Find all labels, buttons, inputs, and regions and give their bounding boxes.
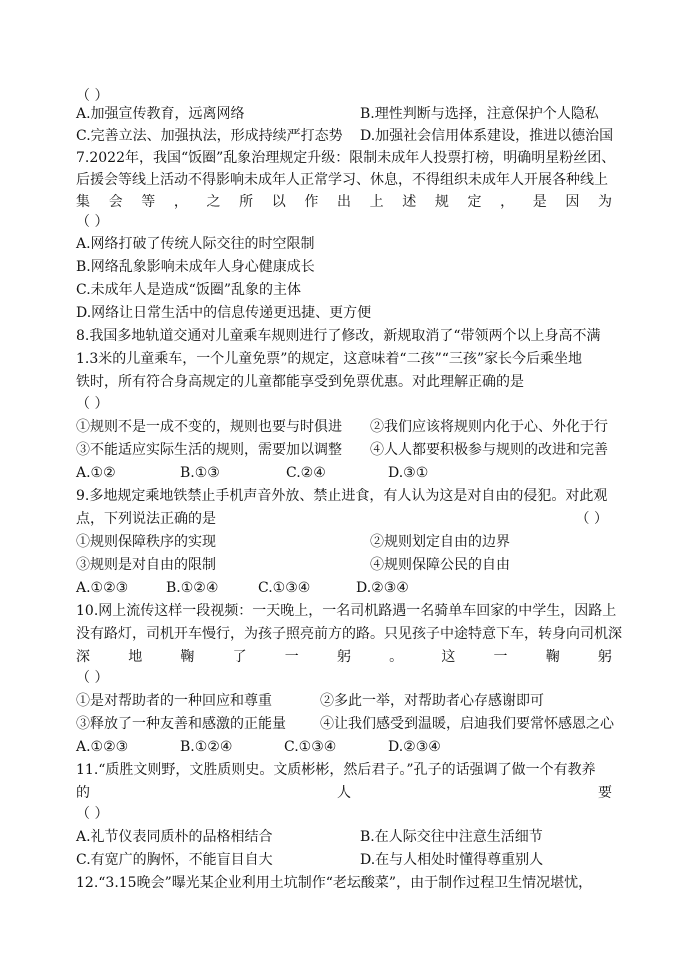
q7-char: 是 <box>532 194 547 210</box>
q11-option-a[interactable]: A.礼节仪表同质朴的品格相结合 <box>76 829 273 845</box>
q7-stem-line-2: 后援会等线上活动不得影响未成年人正常学习、休息，不得组织未成年人开展各种线上 <box>76 172 608 188</box>
q10-stem-line-1: 10.网上流传这样一段视频：一天晚上，一名司机路遇一名骑单车回家的中学生，因路上 <box>76 603 617 619</box>
q7-stem-line-3 <box>76 192 612 212</box>
q11-options-row-2 <box>76 850 612 870</box>
q10-option-c[interactable]: C.①③④ <box>284 739 337 755</box>
q10-option-a[interactable]: A.①②③ <box>76 739 129 755</box>
q8-stem-line-1: 8.我国多地轨道交通对儿童乘车规则进行了修改，新规取消了“带领两个以上身高不满 <box>76 328 601 344</box>
q7-char: 上 <box>369 194 384 210</box>
q9-option-a[interactable]: A.①②③ <box>76 580 129 596</box>
q9-item-1: ①规则保障秩序的实现 <box>76 534 216 550</box>
q6-option-a[interactable]: A.加强宣传教育，远离网络 <box>76 106 245 122</box>
q7-answer-bracket: （ ） <box>76 214 109 230</box>
q6-option-c[interactable]: C.完善立法、加强执法，形成持续严打态势 <box>76 128 343 144</box>
q11-option-b[interactable]: B.在人际交往中注意生活细节 <box>360 829 543 845</box>
q8-answer-bracket: （ ） <box>76 396 109 412</box>
q11-char: 人 <box>337 785 351 801</box>
q9-options-row <box>76 578 612 598</box>
q9-option-d[interactable]: D.②③④ <box>356 580 409 596</box>
q8-option-a[interactable]: A.①② <box>76 465 116 481</box>
q10-char: 这 <box>441 649 456 665</box>
q8-stem-line-2: 1.3米的儿童乘车，一个儿童免票”的规定，这意味着“二孩”“三孩”家长今后乘坐地 <box>76 351 583 367</box>
q11-option-d[interactable]: D.在与人相处时懂得尊重别人 <box>360 852 544 868</box>
q7-option-c[interactable]: C.未成年人是造成“饭圈”乱象的主体 <box>76 282 301 298</box>
q8-item-3: ③不能适应实际生活的规则，需要加以调整 <box>76 442 342 458</box>
q12-stem-line-1: 12.“3.15晚会”曝光某企业利用土坑制作“老坛酸菜”，由于制作过程卫生情况堪忧， <box>76 875 593 891</box>
q10-char: 了 <box>232 649 247 665</box>
q7-char: 述 <box>402 194 417 210</box>
q8-item-4: ④人人都要积极参与规则的改进和完善 <box>370 442 608 458</box>
q10-options-row <box>76 737 612 757</box>
q8-items-row-2 <box>76 440 612 460</box>
q7-char: 因 <box>565 194 580 210</box>
q9-option-b[interactable]: B.①②④ <box>166 580 219 596</box>
q7-char: 所 <box>239 194 254 210</box>
q8-stem-line-3: 铁时，所有符合身高规定的儿童都能享受到免票优惠。对此理解正确的是 <box>76 374 524 390</box>
q9-item-2: ②规则划定自由的边界 <box>370 534 510 550</box>
q7-option-d[interactable]: D.网络让日常生活中的信息传递更迅捷、更方便 <box>76 305 372 321</box>
q10-char: 躬 <box>597 649 612 665</box>
q10-stem-line-3 <box>76 647 612 667</box>
q10-items-row-2 <box>76 714 612 734</box>
q10-option-b[interactable]: B.①②④ <box>180 739 233 755</box>
q8-options-row <box>76 463 612 483</box>
q8-item-1: ①规则不是一成不变的，规则也要与时俱进 <box>76 419 342 435</box>
q11-options-row-1 <box>76 827 612 847</box>
q7-char: ， <box>173 194 188 210</box>
q11-stem-line-1: 11.“质胜文则野，文胜质则史。文质彬彬，然后君子。”孔子的话强调了做一个有教养 <box>76 762 596 778</box>
q7-char: 以 <box>271 194 286 210</box>
q6-option-b[interactable]: B.理性判断与选择，注意保护个人隐私 <box>360 106 599 122</box>
q10-item-3: ③释放了一种友善和感激的正能量 <box>76 716 286 732</box>
q11-stem-line-2 <box>76 783 612 803</box>
q8-option-b[interactable]: B.①③ <box>180 465 220 481</box>
q7-char: 等 <box>141 194 156 210</box>
q10-item-4: ④让我们感受到温暖，启迪我们要常怀感恩之心 <box>320 716 614 732</box>
q9-items-row-1 <box>76 532 612 552</box>
q10-item-1: ①是对帮助者的一种回应和尊重 <box>76 693 272 709</box>
q9-item-4: ④规则保障公民的自由 <box>370 557 510 573</box>
q9-stem-text: 点，下列说法正确的是 <box>76 511 216 527</box>
q11-option-c[interactable]: C.有宽广的胸怀，不能盲目自大 <box>76 852 273 868</box>
q7-char: 规 <box>434 194 449 210</box>
q10-char: 鞠 <box>545 649 560 665</box>
q7-char: 定 <box>467 194 482 210</box>
q9-stem-line-1: 9.多地规定乘地铁禁止手机声音外放、禁止进食，有人认为这是对自由的侵犯。对此观 <box>76 488 608 504</box>
q7-char: 集 <box>76 194 90 210</box>
q10-char: 一 <box>493 649 508 665</box>
q6-answer-bracket: （ ） <box>76 88 109 104</box>
q7-char: 作 <box>304 194 319 210</box>
q6-option-d[interactable]: D.加强社会信用体系建设，推进以德治国 <box>360 128 614 144</box>
q10-char: 地 <box>128 649 143 665</box>
q10-stem-line-2: 没有路灯，司机开车慢行，为孩子照亮前方的路。只见孩子中途特意下车，转身向司机深 <box>76 626 622 642</box>
q11-answer-bracket: （ ） <box>76 806 109 822</box>
q8-item-2: ②我们应该将规则内化于心、外化于行 <box>370 419 608 435</box>
q11-char: 要 <box>598 785 612 801</box>
q7-char: ， <box>500 194 515 210</box>
q7-stem-line-1: 7.2022年，我国“饭圈”乱象治理规定升级：限制未成年人投票打榜，明确明星粉丝团、 <box>76 150 616 166</box>
q6-options-row-2 <box>76 126 612 146</box>
q8-option-d[interactable]: D.③① <box>388 465 429 481</box>
q10-char: 躬 <box>336 649 351 665</box>
q7-char: 出 <box>337 194 351 210</box>
q10-option-d[interactable]: D.②③④ <box>388 739 441 755</box>
q9-item-3: ③规则是对自由的限制 <box>76 557 216 573</box>
q7-option-a[interactable]: A.网络打破了传统人际交往的时空限制 <box>76 236 315 252</box>
q9-answer-bracket: （ ） <box>575 511 608 527</box>
q9-items-row-2 <box>76 555 612 575</box>
q10-answer-bracket: （ ） <box>76 670 109 686</box>
q10-item-2: ②多此一举，对帮助者心存感谢即可 <box>320 693 544 709</box>
q7-char: 为 <box>598 194 612 210</box>
q10-char: 一 <box>284 649 299 665</box>
q7-char: 会 <box>108 194 123 210</box>
q9-stem-line-2 <box>76 509 612 529</box>
q6-options-row-1 <box>76 104 612 124</box>
q10-char: 。 <box>389 649 404 665</box>
q11-char: 的 <box>76 785 90 801</box>
q8-items-row-1 <box>76 417 612 437</box>
q7-char: 之 <box>206 194 221 210</box>
q10-char: 深 <box>76 649 90 665</box>
q9-option-c[interactable]: C.①③④ <box>258 580 311 596</box>
q8-option-c[interactable]: C.②④ <box>286 465 326 481</box>
q10-items-row-1 <box>76 691 612 711</box>
q7-option-b[interactable]: B.网络乱象影响未成年人身心健康成长 <box>76 259 315 275</box>
q10-char: 鞠 <box>180 649 195 665</box>
